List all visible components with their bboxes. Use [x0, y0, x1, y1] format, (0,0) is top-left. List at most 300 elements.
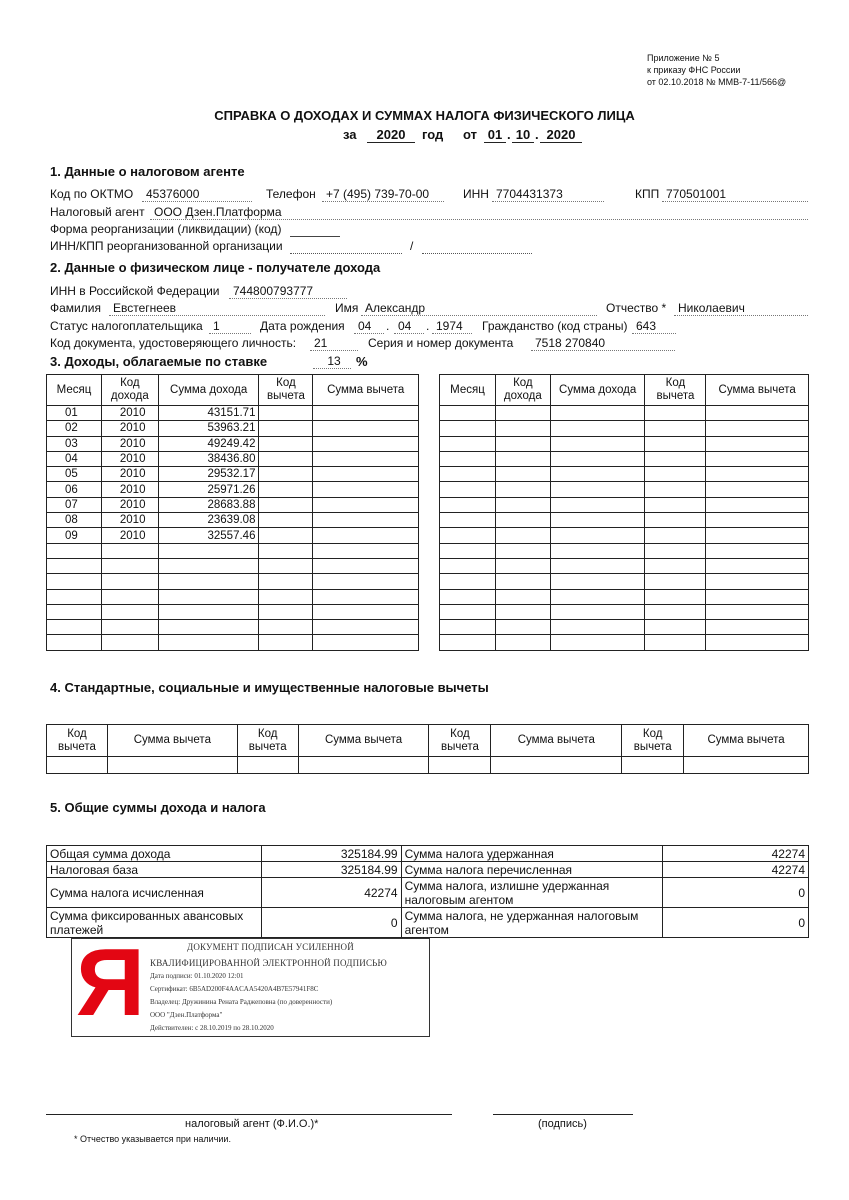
income-row	[47, 436, 419, 451]
income-table-left	[46, 374, 419, 651]
deduction-code-cell	[645, 604, 706, 619]
totals-row	[47, 846, 809, 862]
name-label: Имя	[335, 301, 359, 315]
income-sum-cell	[550, 558, 645, 573]
income-row	[440, 513, 809, 528]
income-code-cell	[101, 574, 158, 589]
deduction-code-header: Код вычета	[237, 725, 298, 757]
deduction-code-cell	[645, 635, 706, 650]
month-cell: 03	[47, 436, 102, 451]
deduction-sum-cell	[706, 528, 809, 543]
deduction-code-cell	[259, 482, 313, 497]
oktmo-value: 45376000	[142, 187, 252, 202]
tax-base-value: 325184.99	[261, 862, 401, 878]
income-sum-cell	[550, 467, 645, 482]
income-row	[47, 589, 419, 604]
income-sum-cell: 38436.80	[158, 451, 259, 466]
surname-label: Фамилия	[50, 301, 101, 315]
income-sum-cell: 53963.21	[158, 421, 259, 436]
col-income-sum: Сумма дохода	[550, 375, 645, 406]
month-cell	[47, 558, 102, 573]
income-row	[440, 620, 809, 635]
reorg-slash: /	[410, 239, 414, 253]
birth-label: Дата рождения	[260, 319, 345, 333]
income-sum-cell	[158, 620, 259, 635]
income-row	[47, 467, 419, 482]
income-row	[440, 421, 809, 436]
month-cell	[440, 543, 496, 558]
signature-owner: Владелец: Дружинина Рената Раджеповна (по доверенности)	[150, 998, 333, 1006]
deduction-sum-cell	[706, 589, 809, 604]
income-code-cell	[495, 574, 550, 589]
income-code-cell	[101, 589, 158, 604]
patronymic-value: Николаевич	[674, 301, 808, 316]
deduction-code-cell	[645, 421, 706, 436]
deduction-sum-cell	[706, 635, 809, 650]
month-cell	[440, 604, 496, 619]
deduction-empty-row	[47, 757, 809, 774]
income-sum-cell: 29532.17	[158, 467, 259, 482]
income-sum-cell: 25971.26	[158, 482, 259, 497]
income-table-right	[439, 374, 809, 651]
deduction-sum-cell	[706, 497, 809, 512]
income-sum-cell	[550, 513, 645, 528]
month-cell	[47, 620, 102, 635]
income-sum-cell	[550, 604, 645, 619]
col-deduction-code: Код вычета	[259, 375, 313, 406]
income-row	[47, 482, 419, 497]
income-sum-cell	[550, 635, 645, 650]
income-row	[440, 543, 809, 558]
income-row	[47, 635, 419, 650]
income-code-cell	[101, 604, 158, 619]
deduction-sum-cell	[313, 635, 419, 650]
income-row	[47, 620, 419, 635]
birth-month: 04	[394, 319, 424, 334]
month-cell	[440, 482, 496, 497]
deduction-sum-cell	[706, 513, 809, 528]
income-sum-cell	[550, 589, 645, 604]
deduction-code-cell	[645, 620, 706, 635]
electronic-signature-stamp	[71, 929, 430, 1037]
tax-transferred-value: 42274	[663, 862, 809, 878]
income-row	[440, 574, 809, 589]
month-cell	[440, 620, 496, 635]
month-cell: 06	[47, 482, 102, 497]
col-income-code: Код дохода	[495, 375, 550, 406]
deduction-sum-cell	[313, 482, 419, 497]
income-code-cell: 2010	[101, 528, 158, 543]
income-sum-cell	[550, 574, 645, 589]
tax-transferred-label: Сумма налога перечисленная	[401, 862, 663, 878]
tax-rate: 13	[313, 354, 351, 369]
fixed-advance-label: Сумма фиксированных авансовых платежей	[47, 908, 262, 938]
income-sum-cell	[158, 635, 259, 650]
person-inn-value: 744800793777	[229, 284, 347, 299]
month-cell: 01	[47, 406, 102, 421]
month-cell	[47, 604, 102, 619]
col-deduction-code: Код вычета	[645, 375, 706, 406]
income-code-cell	[495, 421, 550, 436]
date-year: 2020	[540, 127, 582, 143]
income-row	[47, 497, 419, 512]
status-label: Статус налогоплательщика	[50, 319, 203, 333]
month-cell	[440, 574, 496, 589]
income-sum-cell: 43151.71	[158, 406, 259, 421]
deduction-sum-cell	[313, 497, 419, 512]
deduction-code-cell	[645, 513, 706, 528]
deduction-code-cell	[645, 543, 706, 558]
birth-year: 1974	[432, 319, 472, 334]
income-code-cell	[495, 482, 550, 497]
deduction-code-cell	[645, 436, 706, 451]
deduction-sum-cell	[706, 482, 809, 497]
deduction-sum-header: Сумма вычета	[491, 725, 622, 757]
deduction-sum-cell	[313, 467, 419, 482]
year-label: год	[422, 127, 444, 142]
totals-row	[47, 862, 809, 878]
month-cell	[47, 635, 102, 650]
income-code-cell	[495, 406, 550, 421]
month-cell	[440, 406, 496, 421]
deduction-sum-cell	[706, 406, 809, 421]
signature-date: Дата подписи: 01.10.2020 12:01	[150, 972, 244, 980]
income-sum-cell	[550, 406, 645, 421]
income-code-cell	[495, 497, 550, 512]
deduction-sum-cell	[313, 558, 419, 573]
signature-title-2: КВАЛИФИЦИРОВАННОЙ ЭЛЕКТРОННОЙ ПОДПИСЬЮ	[150, 958, 387, 968]
fixed-advance-value: 0	[261, 908, 401, 938]
income-code-cell: 2010	[101, 513, 158, 528]
month-cell	[440, 467, 496, 482]
deduction-code-cell	[645, 574, 706, 589]
income-sum-cell	[550, 421, 645, 436]
deduction-code-cell	[259, 574, 313, 589]
month-cell: 09	[47, 528, 102, 543]
section-3-title: 3. Доходы, облагаемые по ставке	[50, 354, 268, 369]
income-code-cell: 2010	[101, 482, 158, 497]
col-deduction-sum: Сумма вычета	[706, 375, 809, 406]
month-cell	[440, 436, 496, 451]
doc-number-value: 7518 270840	[531, 336, 675, 351]
section-1-title: 1. Данные о налоговом агенте	[50, 164, 245, 179]
deduction-code-cell	[259, 528, 313, 543]
reorg-label: Форма реорганизации (ликвидации) (код)	[50, 222, 282, 236]
doc-code-label: Код документа, удостоверяющего личность:	[50, 336, 297, 350]
tax-withheld-value: 42274	[663, 846, 809, 862]
surname-value: Евстегнеев	[109, 301, 325, 316]
agent-signature-line	[46, 1114, 452, 1115]
deduction-sum-cell	[706, 574, 809, 589]
deduction-sum-cell	[313, 589, 419, 604]
deduction-sum-cell	[706, 558, 809, 573]
signature-label: (подпись)	[538, 1118, 587, 1130]
deduction-code-header: Код вычета	[47, 725, 108, 757]
reorg-inn-field	[290, 253, 402, 254]
month-cell	[440, 513, 496, 528]
kpp-value: 770501001	[662, 187, 808, 202]
deduction-sum-cell	[706, 436, 809, 451]
deduction-code-cell	[645, 558, 706, 573]
total-income-label: Общая сумма дохода	[47, 846, 262, 862]
doc-code-value: 21	[310, 336, 358, 351]
deduction-code-cell	[259, 513, 313, 528]
deductions-table	[46, 724, 809, 774]
tax-calculated-label: Сумма налога исчисленная	[47, 878, 262, 908]
income-code-cell: 2010	[101, 497, 158, 512]
deduction-code-cell	[259, 436, 313, 451]
appendix-line-1: Приложение № 5	[647, 53, 720, 63]
deduction-code-cell	[259, 406, 313, 421]
income-sum-cell	[550, 451, 645, 466]
income-row	[47, 406, 419, 421]
deduction-sum-cell	[313, 513, 419, 528]
month-cell: 05	[47, 467, 102, 482]
deduction-sum-cell	[313, 406, 419, 421]
tax-calculated-value: 42274	[261, 878, 401, 908]
deduction-sum-cell	[706, 543, 809, 558]
deduction-sum-cell	[313, 451, 419, 466]
deduction-code-cell	[645, 497, 706, 512]
income-code-cell	[495, 558, 550, 573]
income-sum-cell: 49249.42	[158, 436, 259, 451]
doc-number-label: Серия и номер документа	[368, 336, 514, 350]
income-sum-cell	[550, 528, 645, 543]
totals-row	[47, 908, 809, 938]
income-sum-cell	[550, 543, 645, 558]
income-code-cell	[495, 451, 550, 466]
citizenship-label: Гражданство (код страны)	[482, 319, 628, 333]
income-code-cell: 2010	[101, 451, 158, 466]
deduction-code-header: Код вычета	[622, 725, 684, 757]
month-cell	[47, 589, 102, 604]
totals-row	[47, 878, 809, 908]
deduction-code-cell	[259, 543, 313, 558]
tax-not-withheld-value: 0	[663, 908, 809, 938]
deduction-code-cell	[259, 451, 313, 466]
col-month: Месяц	[47, 375, 102, 406]
income-sum-cell	[550, 482, 645, 497]
yandex-logo-icon: Я	[76, 929, 145, 1036]
income-row	[440, 451, 809, 466]
deduction-sum-header: Сумма вычета	[298, 725, 429, 757]
income-row	[47, 528, 419, 543]
appendix-line-3: от 02.10.2018 № ММВ-7-11/566@	[647, 77, 787, 87]
income-sum-cell	[550, 436, 645, 451]
kpp-label: КПП	[635, 187, 660, 201]
income-row	[47, 574, 419, 589]
deduction-sum-cell	[313, 604, 419, 619]
income-code-cell	[101, 620, 158, 635]
deduction-code-cell	[259, 421, 313, 436]
agent-fio-label: налоговый агент (Ф.И.О.)*	[185, 1118, 319, 1130]
section-2-title: 2. Данные о физическом лице - получателе дохода	[50, 260, 381, 275]
month-cell: 07	[47, 497, 102, 512]
month-cell	[47, 543, 102, 558]
deduction-sum-header: Сумма вычета	[684, 725, 809, 757]
col-month: Месяц	[440, 375, 496, 406]
birth-day: 04	[354, 319, 384, 334]
income-code-cell	[495, 635, 550, 650]
footnote: * Отчество указывается при наличии.	[74, 1134, 231, 1144]
agent-label: Налоговый агент	[50, 205, 145, 219]
income-code-cell	[101, 543, 158, 558]
income-row	[440, 589, 809, 604]
income-row	[47, 543, 419, 558]
status-value: 1	[209, 319, 251, 334]
income-row	[47, 558, 419, 573]
reorg-field	[290, 236, 340, 237]
income-code-cell	[101, 635, 158, 650]
tax-base-label: Налоговая база	[47, 862, 262, 878]
reorg-kpp-field	[422, 253, 532, 254]
patronymic-label: Отчество *	[606, 301, 667, 315]
income-code-cell	[495, 620, 550, 635]
deduction-code-cell	[259, 497, 313, 512]
signature-title-1: ДОКУМЕНТ ПОДПИСАН УСИЛЕННОЙ	[187, 942, 354, 952]
income-row	[440, 436, 809, 451]
deduction-code-cell	[645, 528, 706, 543]
month-cell	[440, 635, 496, 650]
birth-dot-2: .	[426, 319, 430, 333]
income-code-cell	[495, 543, 550, 558]
income-sum-cell	[158, 558, 259, 573]
signature-org: ООО "Дзен.Платформа"	[150, 1011, 223, 1019]
deduction-sum-cell	[313, 436, 419, 451]
income-sum-cell	[158, 589, 259, 604]
income-code-cell	[495, 589, 550, 604]
deduction-code-cell	[259, 620, 313, 635]
income-code-cell: 2010	[101, 421, 158, 436]
income-code-cell	[495, 436, 550, 451]
totals-table	[46, 845, 809, 938]
deduction-code-cell	[259, 589, 313, 604]
signature-line	[493, 1114, 633, 1115]
income-row	[440, 558, 809, 573]
income-code-cell	[495, 528, 550, 543]
section-4-title: 4. Стандартные, социальные и имущественные налоговые вычеты	[50, 680, 489, 695]
month-cell: 04	[47, 451, 102, 466]
income-sum-cell: 28683.88	[158, 497, 259, 512]
phone-value: +7 (495) 739-70-00	[322, 187, 444, 202]
income-sum-cell	[158, 604, 259, 619]
income-code-cell: 2010	[101, 436, 158, 451]
month-cell	[440, 528, 496, 543]
income-row	[440, 528, 809, 543]
deduction-code-cell	[259, 635, 313, 650]
income-sum-cell	[550, 497, 645, 512]
reorg-inn-label: ИНН/КПП реорганизованной организации	[50, 239, 283, 253]
appendix-line-2: к приказу ФНС России	[647, 65, 741, 75]
income-row	[440, 406, 809, 421]
deduction-code-cell	[259, 558, 313, 573]
income-code-cell	[101, 558, 158, 573]
deduction-sum-cell	[313, 421, 419, 436]
tax-not-withheld-label: Сумма налога, не удержанная налоговым агентом	[401, 908, 663, 938]
section-5-title: 5. Общие суммы дохода и налога	[50, 800, 266, 815]
signature-validity: Действителен: с 28.10.2019 по 28.10.2020	[150, 1024, 274, 1032]
income-row	[47, 513, 419, 528]
deduction-code-cell	[645, 451, 706, 466]
deduction-sum-cell	[706, 620, 809, 635]
income-code-cell	[495, 604, 550, 619]
income-sum-cell: 32557.46	[158, 528, 259, 543]
agent-value: ООО Дзен.Платформа	[150, 205, 808, 220]
deduction-sum-header: Сумма вычета	[107, 725, 237, 757]
month-cell: 02	[47, 421, 102, 436]
income-code-cell: 2010	[101, 406, 158, 421]
month-cell	[440, 589, 496, 604]
income-code-cell	[495, 513, 550, 528]
deduction-sum-cell	[706, 604, 809, 619]
tax-withheld-label: Сумма налога удержанная	[401, 846, 663, 862]
income-row	[440, 635, 809, 650]
deduction-sum-cell	[706, 421, 809, 436]
deduction-sum-cell	[313, 543, 419, 558]
agent-inn-value: 7704431373	[492, 187, 604, 202]
total-income-value: 325184.99	[261, 846, 401, 862]
from-label: от	[463, 127, 477, 142]
month-cell	[47, 574, 102, 589]
deduction-code-cell	[645, 589, 706, 604]
name-value: Александр	[361, 301, 597, 316]
income-row	[440, 467, 809, 482]
date-day: 01	[484, 127, 506, 143]
col-income-code: Код дохода	[101, 375, 158, 406]
month-cell	[440, 451, 496, 466]
income-row	[440, 482, 809, 497]
income-sum-cell: 23639.08	[158, 513, 259, 528]
income-sum-cell	[158, 543, 259, 558]
income-row	[47, 451, 419, 466]
month-cell	[440, 558, 496, 573]
deduction-code-cell	[645, 467, 706, 482]
for-label: за	[343, 127, 357, 142]
person-inn-label: ИНН в Российской Федерации	[50, 284, 220, 298]
income-row	[440, 497, 809, 512]
deduction-sum-cell	[706, 467, 809, 482]
col-income-sum: Сумма дохода	[158, 375, 259, 406]
income-row	[440, 604, 809, 619]
deduction-code-header: Код вычета	[429, 725, 491, 757]
agent-inn-label: ИНН	[463, 187, 489, 201]
income-code-cell: 2010	[101, 467, 158, 482]
phone-label: Телефон	[266, 187, 316, 201]
month-cell: 08	[47, 513, 102, 528]
percent-sign: %	[356, 354, 368, 369]
income-code-cell	[495, 467, 550, 482]
appendix-note	[647, 52, 786, 88]
deduction-sum-cell	[313, 528, 419, 543]
income-sum-cell	[550, 620, 645, 635]
deduction-code-cell	[259, 604, 313, 619]
month-cell	[440, 421, 496, 436]
document-title: СПРАВКА О ДОХОДАХ И СУММАХ НАЛОГА ФИЗИЧЕСКОГО ЛИЦА	[214, 108, 635, 123]
oktmo-label: Код по ОКТМО	[50, 187, 134, 201]
signature-certificate: Сертификат: 6B5AD200F4AACAA5420A4B7E57941F8C	[150, 985, 319, 993]
birth-dot-1: .	[386, 319, 390, 333]
income-row	[47, 604, 419, 619]
income-sum-cell	[158, 574, 259, 589]
deduction-sum-cell	[313, 620, 419, 635]
income-row	[47, 421, 419, 436]
tax-overwithheld-label: Сумма налога, излишне удержанная налоговым агентом	[401, 878, 663, 908]
deduction-sum-cell	[706, 451, 809, 466]
deduction-code-cell	[259, 467, 313, 482]
citizenship-value: 643	[632, 319, 676, 334]
month-cell	[440, 497, 496, 512]
deduction-code-cell	[645, 482, 706, 497]
